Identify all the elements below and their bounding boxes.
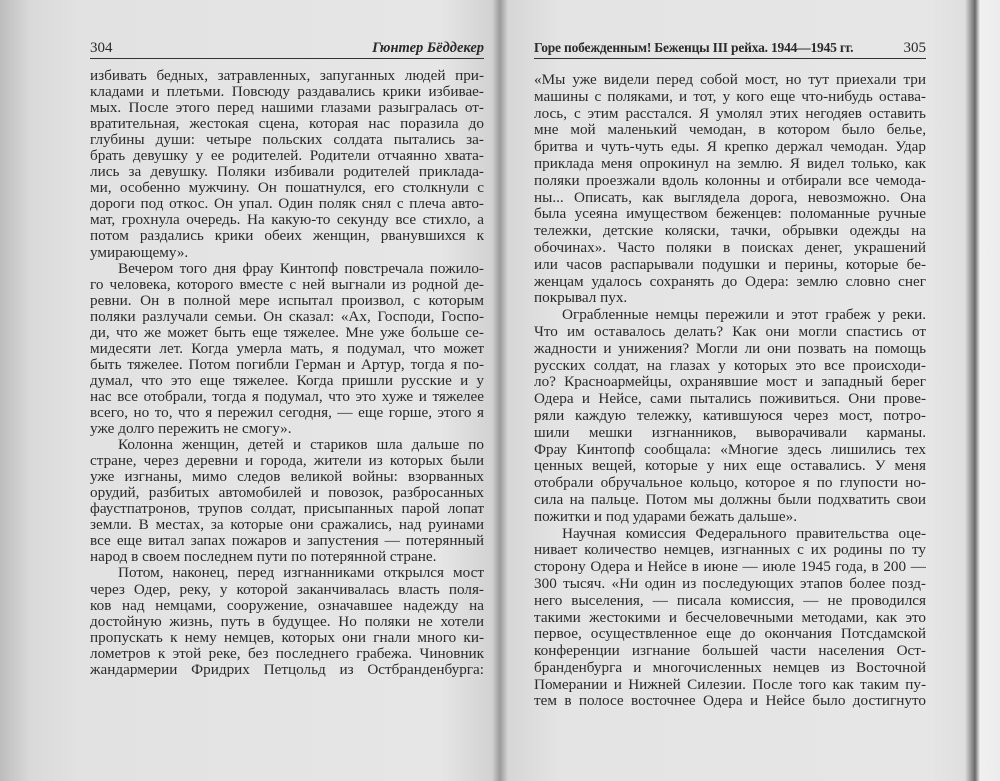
text-line: ми, особенно мужчину. Он пошатнулся, его столкнули с [90, 180, 484, 197]
page-header [90, 38, 484, 59]
text-line: сторону Одера и Нейсе в июне — июле 1945 года, в 200 — [534, 559, 926, 576]
text-line: Вечером того дня фрау Кинтопф повстречала пожило- [118, 260, 484, 277]
text-line: народ в своем последнем пути по потерянной стране. [90, 549, 437, 566]
text-line: Научная комиссия Федерального правительства оце- [562, 525, 926, 542]
text-line: го человека, которого вместе с ней выгнали из родной де- [90, 276, 484, 293]
text-line: пожитки и под ударами бежать дальше». [534, 508, 798, 525]
text-line: ряли каждую тележку, катившуюся через мост, потро- [534, 407, 926, 424]
text-line: бритва и чуть-чуть еды. Я крепко держал чемодан. Удар [534, 139, 926, 156]
text-line: ны... Описать, как выглядела дорога, невозможно. Она [534, 189, 926, 206]
text-line: ревни. Он в полной мере испытал произвол, с которым [90, 292, 484, 309]
text-line: брать девушку у ее родителей. Родители отчаянно хвата- [90, 148, 484, 165]
text-line: нивает количество немцев, изгнанных с их родины по ту [534, 542, 926, 559]
page-body [90, 68, 484, 678]
text-line: «Мы уже видели перед собой мост, но тут приехали три [534, 72, 926, 88]
text-line: вратительная, жестокая сцена, которая нас поразила до [90, 116, 484, 133]
text-line: кладами и плетьми. Повсюду раздавались крики избивае- [90, 84, 484, 101]
paragraph [90, 68, 484, 261]
text-line: русских солдат, на глазах у которых это все происходи- [534, 357, 926, 374]
text-line: тем в полосе восточнее Одера и Нейсе было достигнуто [534, 693, 926, 710]
text-line: всего, но то, что я пережил сегодня, — еще горше, этого я [90, 404, 484, 421]
text-line: Потом, наконец, перед изгнанниками открылся мост [118, 565, 484, 582]
text-line: конференции изгнание большей части населения Ост- [534, 643, 926, 660]
text-line: ценных вещей, которые у них еще оставались. У меня [534, 458, 926, 475]
text-line: фаустпатронов, трупов солдат, присыпанных парой лопат [90, 501, 484, 518]
text-line: мых. После этого перед нашими глазами разыгралась от- [90, 100, 484, 117]
text-line: ло? Красноармейцы, охранявшие мост и западный берег [534, 374, 926, 391]
text-line: бранденбурга и многочисленных немцев из Восточной [534, 659, 926, 676]
text-line: Что им оставалось делать? Как они могли спастись от [534, 323, 926, 340]
text-line: дороги под откос. Он упал. Один поляк снял с плеча авто- [90, 196, 484, 213]
text-line: избивать бедных, затравленных, запуганных людей при- [90, 68, 484, 84]
text-line: стране, через деревни и города, жители из которых были [90, 453, 484, 470]
running-head-author: Гюнтер Бёддекер [372, 40, 484, 56]
text-line: быть тяжелее. Потом погибли Герман и Артур, тогда я по- [90, 356, 484, 373]
text-line: лометров к этой реке, без последнего грабежа. Чиновник [90, 645, 484, 662]
text-line: умирающему». [90, 244, 189, 261]
text-line: мат, грохнула очередь. На какую-то секунду все стихло, а [90, 212, 484, 229]
text-line: Фрау Кинтопф сообщала: «Многие здесь лишились тех [534, 441, 926, 458]
paragraph [534, 72, 926, 307]
text-line: лось, с этим расстался. Я умолял этих негодяев оставить [534, 105, 926, 122]
text-line: женцам удалось сохранять до Одера: землю словно снег [534, 273, 926, 290]
text-line: жандармерии Фридрих Петцольд из Остбранденбурга: [90, 661, 484, 678]
text-line: ди, что же может быть еще тяжелее. Мне уже больше се- [90, 324, 484, 341]
page-number: 304 [90, 40, 113, 56]
text-line: думал, что это еще тяжелее. Когда пришли русские и у [90, 372, 484, 389]
text-line: мне мой маленький чемодан, в котором было белье, [534, 122, 926, 139]
text-line: все еще витал запах пожаров и запустения — потерянный [90, 533, 484, 550]
text-line: Померании и Нижней Силезии. После того как таким пу- [534, 676, 926, 693]
text-line: сила на пальце. Потом мы должны были подхватить свои [534, 491, 926, 508]
left-page [90, 0, 484, 781]
text-line: шили мешки изгнанников, выворачивали карманы. [534, 424, 926, 441]
paragraph [534, 307, 926, 525]
text-line: поляки разлучали семьи. Он сказал: «Ах, Господи, Госпо- [90, 308, 484, 325]
page-body [534, 72, 926, 710]
text-line: такими жестокими и бесчеловечными методами, как это [534, 609, 926, 626]
text-line: Ограбленные немцы пережили и этот грабеж у реки. [562, 307, 926, 324]
text-line: тележки, детские коляски, тачки, обрывки одежды на [534, 223, 926, 240]
page-header [534, 38, 926, 59]
paragraph [90, 261, 484, 438]
text-line: лись за девушку. Поляки избивали родителей приклада- [90, 164, 484, 181]
text-line: уже изгнаны, мимо следов великой войны: взорванных [90, 469, 484, 486]
text-line: жадности и унижения? Могли ли они позвать на помощь [534, 340, 926, 357]
text-line: обочинах». Часто поляки в поисках денег, украшений [534, 239, 926, 256]
text-line: орудий, разбитых автомобилей и повозок, разбросанных [90, 485, 484, 502]
paragraph [534, 526, 926, 711]
text-line: приклада меня опрокинул на землю. Я видел только, как [534, 155, 926, 172]
paragraph [90, 565, 484, 677]
text-line: Одера и Нейсе, сами пытались поживиться. Они прове- [534, 391, 926, 408]
text-line: через Одер, реку, у которой заканчивалась власть поля- [90, 581, 484, 598]
text-line: покрывал пух. [534, 290, 628, 307]
text-line: пропускать к нему немцев, которых они гнали много ки- [90, 629, 484, 646]
text-line: 300 тысяч. «Ни один из последующих этапов более позд- [534, 575, 926, 592]
paragraph [90, 437, 484, 565]
right-page [534, 0, 926, 781]
text-line: глубины души: четыре польских солдата пытались за- [90, 132, 484, 149]
text-line: поляки проезжали вдоль колонны и отбирали все чемода- [534, 172, 926, 189]
text-line: машины с поляками, и тот, у кого еще что-нибудь остава- [534, 88, 926, 105]
running-head-chapter: Горе побежденным! Беженцы III рейха. 1944—1945 гг. [534, 40, 854, 55]
text-line: была усеяна имуществом беженцев: поломанные ручные [534, 206, 926, 223]
text-line: или часов распарывали подушки и перины, которые бе- [534, 256, 926, 273]
text-line: Колонна женщин, детей и стариков шла дальше по [118, 437, 484, 454]
text-line: него выселения, — писала комиссия, — не проводился [534, 592, 926, 609]
text-line: уже долго пережить не смогу». [90, 421, 292, 438]
text-line: потом раздались крики обеих женщин, рванувшихся к [90, 228, 484, 245]
text-line: ков над немцами, сооружение, означавшее надежду на [90, 597, 484, 614]
page-number: 305 [903, 40, 926, 56]
text-line: отобрали обручальное кольцо, которое я по глупости но- [534, 475, 926, 492]
text-line: мидесяти лет. Когда умерла мать, я подумал, что может [90, 340, 484, 357]
text-line: земли. В местах, за которые они сражались, над руинами [90, 517, 484, 534]
text-line: достойную жизнь, путь в будущее. Но поляки не хотели [90, 613, 484, 630]
text-line: нас все отобрали, тогда я подумал, что это хуже и тяжелее [90, 388, 484, 405]
text-line: первое, осуществленное еще до окончания Потсдамской [534, 626, 926, 643]
